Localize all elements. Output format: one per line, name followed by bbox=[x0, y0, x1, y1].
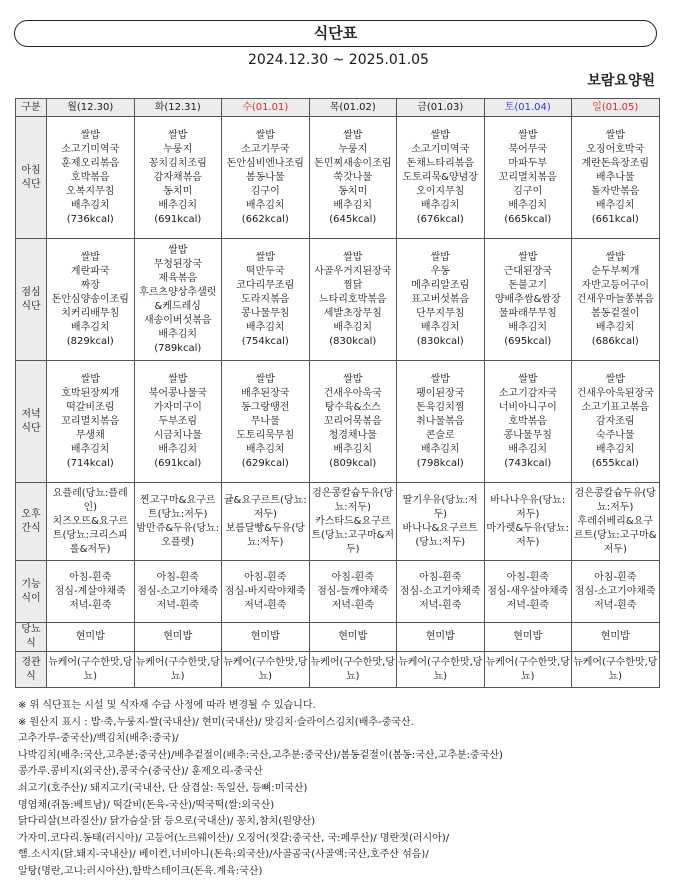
menu-item: 귤&요구르트(당뇨:저두) bbox=[223, 494, 307, 520]
menu-cell bbox=[47, 117, 135, 239]
menu-item: 쌀밥 bbox=[518, 373, 538, 385]
row-label-line: 점심 bbox=[21, 286, 41, 298]
menu-item: 배추김치 bbox=[158, 199, 198, 211]
menu-item: 돈불고기 bbox=[508, 279, 548, 291]
menu-item: (691kcal) bbox=[154, 457, 202, 469]
menu-cell bbox=[134, 117, 222, 239]
menu-item: 현미밥 bbox=[600, 631, 630, 642]
menu-cell bbox=[309, 117, 397, 239]
menu-item: 건새우마늘쫑볶음 bbox=[576, 293, 654, 305]
menu-item: 쌀밥 bbox=[80, 251, 100, 263]
menu-item: 배추김치 bbox=[333, 199, 373, 211]
menu-item: 밤만쥬&두유(당뇨:오플렛) bbox=[136, 522, 220, 548]
menu-cell bbox=[47, 239, 135, 361]
menu-item: 배추김치 bbox=[508, 321, 548, 333]
menu-item: 후레쉬베리&요구르트(당뇨:고구마&저두) bbox=[573, 515, 657, 555]
menu-item: 무나물 bbox=[250, 415, 280, 427]
notes-section bbox=[18, 698, 663, 881]
menu-item: 쌀밥 bbox=[605, 251, 625, 263]
menu-item: 점심-새우살야채죽 bbox=[487, 585, 569, 597]
menu-item: (789kcal) bbox=[154, 342, 202, 354]
menu-item: (691kcal) bbox=[154, 213, 202, 225]
menu-item: 콩나물무침 bbox=[503, 429, 552, 441]
menu-item: 무청된장국 bbox=[153, 258, 202, 270]
menu-item: 배추김치 bbox=[70, 199, 110, 211]
menu-item: 누룽지 bbox=[338, 143, 368, 155]
menu-item: 소고기표고볶음 bbox=[581, 401, 650, 413]
menu-item: (629kcal) bbox=[241, 457, 289, 469]
menu-item: 돈민찌새송이조림 bbox=[314, 157, 392, 169]
menu-item: 점심-소고기야채죽 bbox=[137, 585, 219, 597]
menu-item: (714kcal) bbox=[66, 457, 114, 469]
note-line: 명엽채(쥐돔:베트남)/ 떡갈비(돈육-국산)/떡국떡(쌀:외국산) bbox=[18, 799, 275, 811]
menu-cell bbox=[309, 561, 397, 623]
menu-cell bbox=[47, 483, 135, 561]
menu-item: 떡갈비조림 bbox=[66, 401, 115, 413]
menu-item: 김구이 bbox=[513, 185, 543, 197]
menu-item: 쌀밥 bbox=[80, 129, 100, 141]
menu-item: 소고기감자국 bbox=[498, 387, 557, 399]
menu-item: 순두부찌개 bbox=[591, 265, 640, 277]
menu-item: 김구이 bbox=[250, 185, 280, 197]
note-line: 나박김치(배추:국산,고추분:중국산)/배추겉절이(배추:국산,고추분:중국산)/봄동겉절이(봄동:국산,고추분:중국산) bbox=[18, 749, 503, 761]
menu-item: 배추김치 bbox=[420, 199, 460, 211]
note-line: ※ 위 식단표는 시설 및 식자재 수급 사정에 따라 변경될 수 있습니다. bbox=[18, 700, 316, 711]
menu-item: 콩나물무침 bbox=[241, 307, 290, 319]
menu-item: 배추김치 bbox=[70, 443, 110, 455]
row-label-line: 당뇨 bbox=[21, 624, 41, 635]
menu-item: 배추나물 bbox=[595, 171, 635, 183]
menu-item: 점심-바지락야채죽 bbox=[224, 585, 306, 597]
menu-cell bbox=[47, 561, 135, 623]
menu-item: 배추김치 bbox=[245, 321, 285, 333]
menu-item: (736kcal) bbox=[66, 213, 114, 225]
day-header: 수(01.01) bbox=[222, 99, 310, 117]
menu-item: 계란돈육장조림 bbox=[581, 157, 650, 169]
day-header: 목(01.02) bbox=[309, 99, 397, 117]
menu-item: 뉴케어(구수한맛,당뇨) bbox=[48, 656, 133, 682]
menu-item: 배추김치 bbox=[595, 321, 635, 333]
row-label bbox=[16, 483, 47, 561]
menu-cell bbox=[309, 483, 397, 561]
menu-item: 양배추쌈&쌈장 bbox=[494, 293, 561, 305]
menu-item: 누룽지 bbox=[163, 143, 193, 155]
menu-item: 쌀밥 bbox=[168, 129, 188, 141]
menu-item: 쌀밥 bbox=[430, 129, 450, 141]
menu-item: 도토리묵무침 bbox=[236, 429, 295, 441]
menu-item: 쌀밥 bbox=[605, 373, 625, 385]
row-label bbox=[16, 117, 47, 239]
menu-item: 카스타드&요구르트(당뇨:고구마&저두) bbox=[311, 515, 395, 555]
menu-cell bbox=[134, 561, 222, 623]
menu-item: 감자조림 bbox=[595, 415, 635, 427]
menu-item: (829kcal) bbox=[66, 335, 114, 347]
menu-item: 물파래무무침 bbox=[498, 307, 557, 319]
menu-cell bbox=[397, 117, 485, 239]
menu-item: 짜장 bbox=[80, 279, 100, 291]
menu-item: 북어무국 bbox=[508, 143, 548, 155]
menu-cell bbox=[484, 623, 572, 652]
menu-item: 점심-소고기야채죽 bbox=[399, 585, 481, 597]
menu-cell bbox=[397, 239, 485, 361]
corner-header: 구분 bbox=[16, 99, 47, 117]
menu-item: 검은콩칼슘두유(당뇨:저두) bbox=[574, 487, 656, 513]
menu-item: 보름달빵&두유(당뇨:저두) bbox=[225, 522, 305, 548]
menu-item: 건새우아욱국 bbox=[323, 387, 382, 399]
menu-item: 쌀밥 bbox=[255, 373, 275, 385]
note-line: ※ 원산지 표시 : 밥·죽,누룽지-쌀(국내산)/ 현미(국내산)/ 맛김치·슬라이스김치(배추-중국산. bbox=[18, 716, 414, 728]
menu-item: 꼬리멸치볶음 bbox=[61, 415, 120, 427]
menu-item: 쌀밥 bbox=[255, 251, 275, 263]
note-line: 닭다리살(브라질산)/ 닭가슴살·닭 등으로(국내산)/ 꽁치,참치(원양산) bbox=[18, 816, 316, 828]
menu-item: 호박볶음 bbox=[508, 415, 548, 427]
note-line: 가자미.코다리.동태(러시아)/ 고등어(노르웨이산)/ 오징어(젓갈:중국산, 국:페루산)/ 명란젓(러시아)/ bbox=[18, 832, 450, 844]
menu-item: 오징어호박국 bbox=[586, 143, 645, 155]
menu-item: 소고기무국 bbox=[241, 143, 290, 155]
menu-cell bbox=[222, 561, 310, 623]
menu-item: (743kcal) bbox=[504, 457, 552, 469]
menu-item: (645kcal) bbox=[329, 213, 377, 225]
menu-item: 무생채 bbox=[75, 429, 105, 441]
menu-item: 청경채나물 bbox=[328, 429, 377, 441]
menu-item: 현미밥 bbox=[250, 631, 280, 642]
menu-item: 제육볶음 bbox=[158, 272, 198, 284]
menu-item: 돈안심양송이조림 bbox=[51, 293, 129, 305]
menu-item: 코다리무조림 bbox=[236, 279, 295, 291]
menu-cell bbox=[572, 483, 660, 561]
row-label-line: 식이 bbox=[21, 592, 41, 604]
menu-item: 아침-흰죽 bbox=[69, 571, 112, 583]
menu-item: 치즈오뜨&요구르트(당뇨:크리스피롤&저두) bbox=[52, 515, 128, 555]
menu-cell bbox=[572, 652, 660, 688]
menu-item: 요플레(당뇨:플레인) bbox=[52, 487, 128, 513]
facility-name: 보람요양원 bbox=[587, 73, 655, 89]
menu-item: (830kcal) bbox=[416, 335, 464, 347]
menu-cell bbox=[397, 561, 485, 623]
menu-item: 꼬리어묵볶음 bbox=[323, 415, 382, 427]
menu-item: 사골우거지된장국 bbox=[314, 265, 392, 277]
menu-item: 숙주나물 bbox=[595, 429, 635, 441]
menu-item: 쌀밥 bbox=[343, 251, 363, 263]
menu-item: (655kcal) bbox=[591, 457, 639, 469]
menu-item: 봄동겉절이 bbox=[591, 307, 640, 319]
menu-row bbox=[16, 623, 660, 652]
menu-item: 두부조림 bbox=[158, 415, 198, 427]
row-label bbox=[16, 239, 47, 361]
menu-item: 호박된장찌개 bbox=[61, 387, 120, 399]
menu-item: 오복지무침 bbox=[66, 185, 115, 197]
menu-cell bbox=[47, 652, 135, 688]
menu-item: 뉴케어(구수한맛,당뇨) bbox=[310, 656, 395, 682]
menu-item: 마파두부 bbox=[508, 157, 548, 169]
row-label-line: 간식 bbox=[21, 522, 41, 534]
menu-item: 뉴케어(구수한맛,당뇨) bbox=[223, 656, 308, 682]
menu-item: 팽이된장국 bbox=[416, 387, 465, 399]
menu-item: (665kcal) bbox=[504, 213, 552, 225]
menu-item: 탕수육&소스 bbox=[324, 401, 381, 413]
menu-item: (661kcal) bbox=[591, 213, 639, 225]
menu-item: 너비아니구이 bbox=[498, 401, 557, 413]
menu-cell bbox=[309, 361, 397, 483]
menu-item: 새송이버섯볶음 bbox=[143, 314, 212, 326]
menu-item: 쌀밥 bbox=[518, 129, 538, 141]
row-label-line: 기능 bbox=[21, 578, 41, 590]
menu-cell bbox=[222, 361, 310, 483]
menu-item: 계란파국 bbox=[70, 265, 110, 277]
menu-item: 바나나&요구르트(당뇨:저두) bbox=[402, 522, 478, 548]
day-header: 금(01.03) bbox=[397, 99, 485, 117]
menu-item: 아침-흰죽 bbox=[331, 571, 374, 583]
menu-cell bbox=[484, 561, 572, 623]
menu-item: 콘슬로 bbox=[425, 429, 455, 441]
menu-item: (695kcal) bbox=[504, 335, 552, 347]
menu-cell bbox=[309, 239, 397, 361]
menu-item: 꼬리멸치볶음 bbox=[498, 171, 557, 183]
menu-item: 떡만두국 bbox=[245, 265, 285, 277]
menu-item: 배추김치 bbox=[245, 443, 285, 455]
menu-cell bbox=[134, 239, 222, 361]
menu-item: 아침-흰죽 bbox=[594, 571, 637, 583]
menu-item: 도라지볶음 bbox=[241, 293, 290, 305]
menu-item: 치커리배무침 bbox=[61, 307, 120, 319]
menu-item: 후르츠양상추샐럿&케드레싱 bbox=[139, 286, 217, 312]
menu-item: 소고기미역국 bbox=[61, 143, 120, 155]
menu-cell bbox=[572, 361, 660, 483]
menu-cell bbox=[484, 239, 572, 361]
menu-item: 돌자반볶음 bbox=[591, 185, 640, 197]
menu-item: 저녁-흰죽 bbox=[594, 599, 637, 611]
menu-item: 동그랑땡전 bbox=[241, 401, 290, 413]
note-line: 고추가루-중국산)/백김치(배추:중국)/ bbox=[18, 733, 179, 745]
menu-item: 메추리알조림 bbox=[411, 279, 470, 291]
row-label-line: 아침 bbox=[21, 164, 41, 176]
menu-item: 현미밥 bbox=[338, 631, 368, 642]
menu-item: 돈채느타리볶음 bbox=[406, 157, 475, 169]
menu-cell bbox=[222, 652, 310, 688]
menu-cell bbox=[397, 361, 485, 483]
menu-item: 배추김치 bbox=[595, 443, 635, 455]
menu-item: 뉴케어(구수한맛,당뇨) bbox=[485, 656, 570, 682]
row-label bbox=[16, 361, 47, 483]
menu-item: 취나물볶음 bbox=[416, 415, 465, 427]
menu-item: 아침-흰죽 bbox=[244, 571, 287, 583]
menu-item: 동치미 bbox=[163, 185, 193, 197]
row-label-line: 오후 bbox=[21, 508, 41, 520]
day-header: 월(12.30) bbox=[47, 99, 135, 117]
menu-item: 쌀밥 bbox=[518, 251, 538, 263]
menu-row bbox=[16, 652, 660, 688]
menu-item: 저녁-흰죽 bbox=[69, 599, 112, 611]
menu-cell bbox=[134, 652, 222, 688]
menu-item: 배추된장국 bbox=[241, 387, 290, 399]
weekly-menu-table bbox=[15, 98, 660, 688]
menu-item: 쌀밥 bbox=[255, 129, 275, 141]
note-line: 쇠고기(호주산)/ 돼지고기(국내산, 단 삼겹살: 독일산, 등뼈:미국산) bbox=[18, 782, 308, 794]
menu-item: 쌀밥 bbox=[168, 373, 188, 385]
menu-cell bbox=[397, 623, 485, 652]
row-label bbox=[16, 561, 47, 623]
day-header: 화(12.31) bbox=[134, 99, 222, 117]
menu-cell bbox=[309, 623, 397, 652]
menu-row bbox=[16, 239, 660, 361]
menu-item: 배추김치 bbox=[508, 199, 548, 211]
menu-item: 배추김치 bbox=[158, 328, 198, 340]
menu-item: 현미밥 bbox=[513, 631, 543, 642]
menu-item: 저녁-흰죽 bbox=[419, 599, 462, 611]
menu-item: 오이지무침 bbox=[416, 185, 465, 197]
menu-item: 쌀밥 bbox=[430, 251, 450, 263]
menu-cell bbox=[134, 361, 222, 483]
menu-item: 건새우아욱된장국 bbox=[576, 387, 654, 399]
menu-item: 바나나우유(당뇨:저두) bbox=[490, 494, 566, 520]
row-label-line: 경관 bbox=[21, 656, 41, 668]
menu-item: 북어콩나물국 bbox=[148, 387, 207, 399]
menu-item: 뉴케어(구수한맛,당뇨) bbox=[398, 656, 483, 682]
row-label-line: 식 bbox=[26, 670, 36, 682]
menu-item: 저녁-흰죽 bbox=[506, 599, 549, 611]
menu-item: 쌀밥 bbox=[605, 129, 625, 141]
note-line: 콩가루.콩비지(외국산),콩국수(중국산)/ 훈제오리-중국산 bbox=[18, 766, 263, 778]
menu-item: 가자미구이 bbox=[153, 401, 202, 413]
menu-cell bbox=[309, 652, 397, 688]
menu-item: 뉴케어(구수한맛,당뇨) bbox=[573, 656, 658, 682]
menu-item: 돈안심비엔나조림 bbox=[226, 157, 304, 169]
menu-item: 저녁-흰죽 bbox=[331, 599, 374, 611]
menu-item: 딸기우유(당뇨:저두) bbox=[402, 494, 478, 520]
menu-item: 꽁치김치조림 bbox=[148, 157, 207, 169]
header-row bbox=[16, 99, 660, 117]
menu-item: 쌀밥 bbox=[168, 244, 188, 256]
menu-cell bbox=[222, 483, 310, 561]
menu-item: 쌀밥 bbox=[430, 373, 450, 385]
menu-cell bbox=[222, 117, 310, 239]
menu-item: 현미밥 bbox=[163, 631, 193, 642]
menu-item: 단무지무침 bbox=[416, 307, 465, 319]
menu-item: 느타리호박볶음 bbox=[318, 293, 387, 305]
menu-item: (676kcal) bbox=[416, 213, 464, 225]
row-label-line: 식단 bbox=[21, 422, 41, 434]
menu-item: 찜닭 bbox=[343, 279, 363, 291]
menu-item: 쌀밥 bbox=[343, 373, 363, 385]
menu-item: 감자채볶음 bbox=[153, 171, 202, 183]
menu-item: (809kcal) bbox=[329, 457, 377, 469]
menu-row bbox=[16, 483, 660, 561]
menu-item: 저녁-흰죽 bbox=[156, 599, 199, 611]
menu-item: 세발초장무침 bbox=[323, 307, 382, 319]
page-title: 식단표 bbox=[14, 20, 657, 47]
menu-item: (686kcal) bbox=[591, 335, 639, 347]
menu-item: 배추김치 bbox=[595, 199, 635, 211]
menu-row bbox=[16, 117, 660, 239]
menu-item: 아침-흰죽 bbox=[506, 571, 549, 583]
menu-item: 시금치나물 bbox=[153, 429, 202, 441]
menu-cell bbox=[572, 117, 660, 239]
menu-cell bbox=[484, 361, 572, 483]
menu-item: 자반고등어구이 bbox=[581, 279, 650, 291]
menu-row bbox=[16, 361, 660, 483]
row-label-line: 저녁 bbox=[21, 408, 41, 420]
menu-cell bbox=[47, 361, 135, 483]
menu-item: 뉴케어(구수한맛,당뇨) bbox=[135, 656, 220, 682]
row-label-line: 식 bbox=[26, 638, 36, 649]
menu-item: 배추김치 bbox=[158, 443, 198, 455]
menu-cell bbox=[134, 623, 222, 652]
menu-cell bbox=[222, 623, 310, 652]
menu-item: 동치미 bbox=[338, 185, 368, 197]
menu-period: 2024.12.30 ~ 2025.01.05 bbox=[248, 52, 429, 68]
menu-item: 점심-계살야채죽 bbox=[54, 585, 126, 597]
menu-cell bbox=[134, 483, 222, 561]
menu-cell bbox=[397, 483, 485, 561]
day-header: 일(01.05) bbox=[572, 99, 660, 117]
menu-item: 찐고구마&요구르트(당뇨:저두) bbox=[140, 494, 216, 520]
menu-item: 현미밥 bbox=[425, 631, 455, 642]
menu-item: 배추김치 bbox=[420, 443, 460, 455]
menu-item: 배추김치 bbox=[333, 443, 373, 455]
menu-cell bbox=[572, 239, 660, 361]
menu-item: 배추김치 bbox=[245, 199, 285, 211]
menu-item: 소고기미역국 bbox=[411, 143, 470, 155]
menu-item: 배추김치 bbox=[333, 321, 373, 333]
note-line: 알탕(명란,고니:러시아산),함박스테이크(돈육.계육:국산) bbox=[18, 865, 263, 877]
menu-item: 봄동나물 bbox=[245, 171, 285, 183]
menu-item: 도토리묵&양념장 bbox=[402, 171, 478, 183]
menu-item: 쌀밥 bbox=[343, 129, 363, 141]
menu-cell bbox=[572, 561, 660, 623]
menu-item: (754kcal) bbox=[241, 335, 289, 347]
menu-item: 우동 bbox=[430, 265, 450, 277]
menu-item: 아침-흰죽 bbox=[419, 571, 462, 583]
menu-cell bbox=[484, 117, 572, 239]
menu-item: 점심-들깨야채죽 bbox=[317, 585, 389, 597]
menu-item: 배추김치 bbox=[70, 321, 110, 333]
row-label bbox=[16, 652, 47, 688]
menu-cell bbox=[222, 239, 310, 361]
menu-item: 검은콩칼슘두유(당뇨:저두) bbox=[312, 487, 394, 513]
menu-item: 배추김치 bbox=[508, 443, 548, 455]
menu-item: 저녁-흰죽 bbox=[244, 599, 287, 611]
menu-item: 현미밥 bbox=[75, 631, 105, 642]
menu-item: 점심-소고기야채죽 bbox=[574, 585, 656, 597]
day-header: 토(01.04) bbox=[484, 99, 572, 117]
menu-cell bbox=[397, 652, 485, 688]
menu-row bbox=[16, 561, 660, 623]
menu-item: 배추김치 bbox=[420, 321, 460, 333]
menu-cell bbox=[572, 623, 660, 652]
menu-item: 아침-흰죽 bbox=[156, 571, 199, 583]
menu-cell bbox=[47, 623, 135, 652]
menu-item: (830kcal) bbox=[329, 335, 377, 347]
menu-item: 돈육김치찜 bbox=[416, 401, 465, 413]
note-line: 햄.소시지(닭.돼지-국내산)/ 베이컨,너비아니(돈육:외국산)/사골곰국(사골액:국산,호주산 섞음)/ bbox=[18, 849, 429, 861]
menu-item: 마가렛&두유(당뇨:저두) bbox=[486, 522, 570, 548]
menu-item: 호박볶음 bbox=[70, 171, 110, 183]
menu-item: (662kcal) bbox=[241, 213, 289, 225]
menu-item: 쌀밥 bbox=[80, 373, 100, 385]
menu-item: 쑥갓나물 bbox=[333, 171, 373, 183]
menu-cell bbox=[484, 652, 572, 688]
menu-item: 근대된장국 bbox=[503, 265, 552, 277]
menu-item: 훈제오리볶음 bbox=[61, 157, 120, 169]
row-label-line: 식단 bbox=[21, 300, 41, 312]
menu-cell bbox=[484, 483, 572, 561]
menu-item: (798kcal) bbox=[416, 457, 464, 469]
menu-item: 표고버섯볶음 bbox=[411, 293, 470, 305]
row-label bbox=[16, 623, 47, 652]
row-label-line: 식단 bbox=[21, 178, 41, 190]
